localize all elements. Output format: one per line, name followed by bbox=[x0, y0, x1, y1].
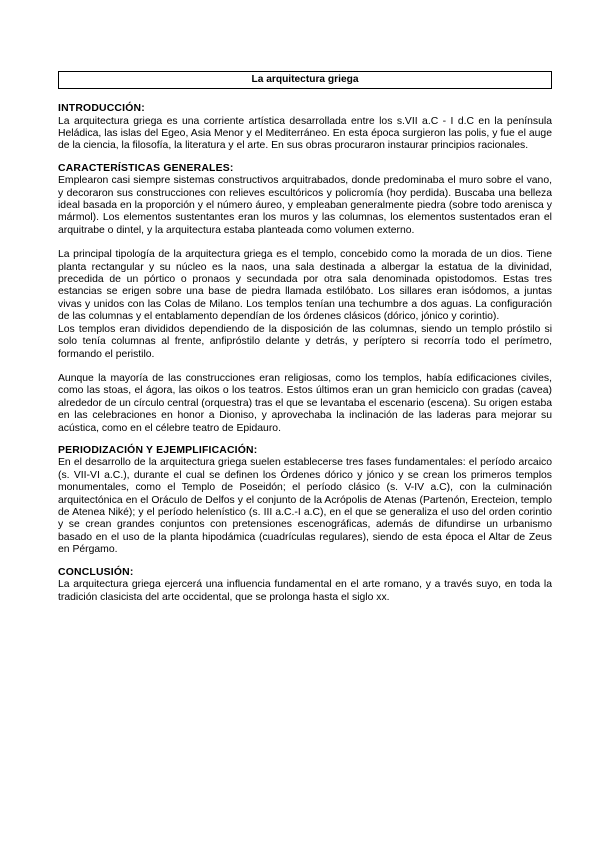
section-conclusion bbox=[58, 567, 552, 604]
section-heading: CONCLUSIÓN: bbox=[58, 566, 134, 578]
section-heading: CARACTERÍSTICAS GENERALES: bbox=[58, 162, 234, 174]
document-page bbox=[58, 71, 552, 614]
section-heading: PERIODIZACIÓN Y EJEMPLIFICACIÓN: bbox=[58, 444, 258, 456]
section-heading: INTRODUCCIÓN: bbox=[58, 103, 145, 114]
paragraph: La arquitectura griega ejercerá una influencia fundamental en el arte romano, y a través suyo, en toda la tradición clasicista del arte occidental, que se prolonga hasta el siglo xx. bbox=[58, 579, 552, 603]
section-introduccion bbox=[58, 103, 552, 153]
paragraph: En el desarrollo de la arquitectura griega suelen establecerse tres fases fundamentales: el período arcaico (s. VII-VI a.C.), durante el cual se definen los Órdenes dórico y jónico y se crean los primeros templos monumentales, como el Templo de Poseidón; el período clásico (s. V-IV a.C), con la culminación arquitectónica en el Oráculo de Delfos y el conjunto de la Acrópolis de Atenas (Partenón, Erecteion, templo de Atenea Niké); y el período helenístico (s. III a.C.-I a.C), en el que se generaliza el uso del orden corintio y se crean grandes conjuntos con pretensiones escenográficas, además de difundirse un urbanismo basado en el uso de la planta hipodámica (cuadrículas regulares), siendo de esta época el Altar de Zeus en Pérgamo. bbox=[58, 457, 552, 556]
paragraph: Emplearon casi siempre sistemas constructivos arquitrabados, donde predominaba el muro sobre el vano, y decoraron sus construcciones con relieves escultóricos y policromía (hoy perdida). Buscaba una belleza ideal basada en la proporción y el número áureo, y empleaban generalmente piedra (sobre todo arenisca y mármol). Los elementos sustentantes eran los muros y las columnas, los elementos sustentados eran el arquitrabe o dintel, y la arquitectura estaba planteada como volumen externo. bbox=[58, 175, 552, 236]
paragraph: Los templos eran divididos dependiendo de la disposición de las columnas, siendo un templo próstilo si solo tenía columnas al frente, anfipróstilo delante y detrás, y períptero si recorría todo el perímetro, formando el peristilo. bbox=[58, 323, 552, 360]
paragraph: La principal tipología de la arquitectura griega es el templo, concebido como la morada de un dios. Tiene planta rectangular y su núcleo es la naos, una sala destinada a albergar la estatua de la divinidad, precedida de un pórtico o pronaos y secundada por otra sala denominada opistodomos. Estas tres estancias se erigen sobre una base de piedra llamada estilóbato. Los sillares eran isódomos, a juntas vivas y unidos con las Colas de Milano. Los templos tenían una techumbre a dos aguas. La configuración de las columnas y el entablamento dependían de los órdenes clásicos (dórico, jónico y corintio). bbox=[58, 249, 552, 323]
paragraph: La arquitectura griega es una corriente artística desarrollada entre los s.VII a.C - I d.C en la península Heládica, las islas del Egeo, Asia Menor y el Mediterráneo. En esta época surgieron las polis, y fue el auge de la ciencia, la filosofía, la literatura y el arte. En sus obras procuraron instaurar principios racionales. bbox=[58, 115, 552, 152]
paragraph: Aunque la mayoría de las construcciones eran religiosas, como los templos, había edificaciones civiles, como las stoas, el ágora, las oikos o los teatros. Estos últimos eran un gran hemiciclo con gradas (cavea) alrededor de un círculo central (orquestra) tras el que se levantaba el escenario (escena). Su origen estaba en las celebraciones en honor a Dioniso, y aprovechaba la inclinación de las laderas para mejorar su acústica, como en el célebre teatro de Epidauro. bbox=[58, 372, 552, 434]
section-periodizacion bbox=[58, 445, 552, 557]
section-caracteristicas bbox=[58, 163, 552, 435]
document-title: La arquitectura griega bbox=[58, 71, 552, 89]
